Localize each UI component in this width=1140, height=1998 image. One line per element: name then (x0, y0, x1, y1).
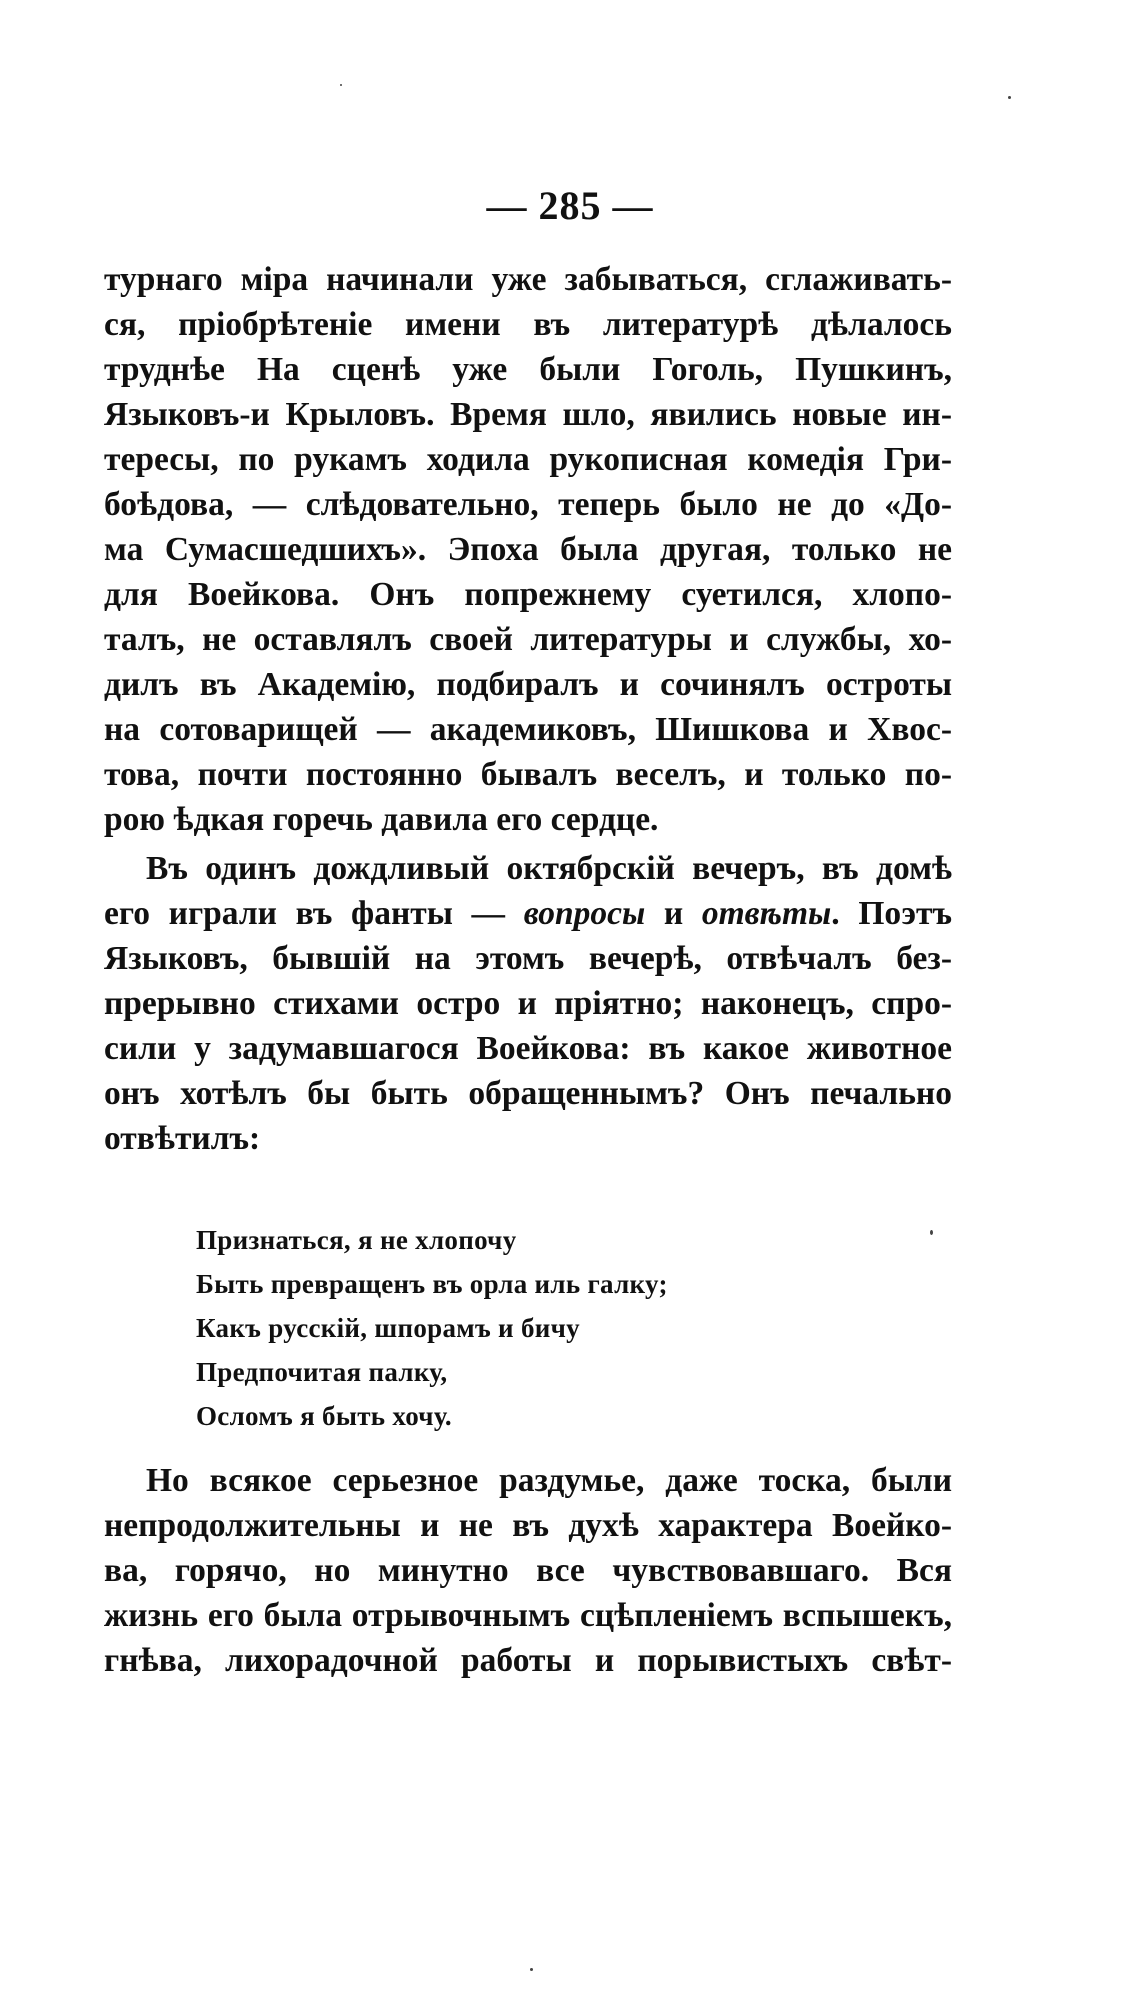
text-line: гнѣва, лихорадочной работы и порывистыхъ свѣт- (104, 1642, 952, 1679)
text-line: ва, горячо, но минутно все чувствовавшаго. Вся (104, 1552, 952, 1589)
poem-line: Признаться, я не хлопочу (196, 1225, 517, 1255)
text-segment: . Поэтъ (831, 895, 952, 932)
text-line: Языковъ-и Крыловъ. Время шло, явились новые ин- (104, 396, 952, 433)
scan-speck (340, 84, 342, 86)
text-line: това, почти постоянно бывалъ веселъ, и только по- (104, 756, 952, 793)
paragraph-3 (104, 1458, 952, 1683)
text-line: турнаго міра начинали уже забываться, сглаживать- (104, 261, 952, 298)
italic-word: отвѣты (701, 895, 832, 932)
text-line: тересы, по рукамъ ходила рукописная комедія Гри- (104, 441, 952, 478)
text-segment: и (645, 895, 702, 932)
poem-stanza (196, 1218, 896, 1438)
page-number: — 285 — (486, 183, 654, 228)
text-line: сили у задумавшагося Воейкова: въ какое животное (104, 1030, 952, 1067)
text-line: рою ѣдкая горечь давила его сердце. (104, 801, 659, 838)
text-line: ма Сумасшедшихъ». Эпоха была другая, только не (104, 531, 952, 568)
text-line: Въ одинъ дождливый октябрскій вечеръ, въ домѣ (146, 850, 952, 887)
text-line: Языковъ, бывшій на этомъ вечерѣ, отвѣчалъ без- (104, 940, 952, 977)
poem-line: Быть превращенъ въ орла иль галку; (196, 1269, 668, 1299)
paragraph-2 (104, 846, 952, 1161)
text-line: талъ, не оставлялъ своей литературы и службы, хо- (104, 621, 952, 658)
text-line (104, 891, 952, 936)
text-line: жизнь его была отрывочнымъ сцѣпленіемъ вспышекъ, (104, 1597, 952, 1634)
text-segment: его играли въ фанты — (104, 895, 524, 932)
text-line: для Воейкова. Онъ попрежнему суетился, хлопо- (104, 576, 952, 613)
text-line: ся, пріобрѣтеніе имени въ литературѣ дѣлалось (104, 306, 952, 343)
scan-speck (530, 1968, 533, 1971)
text-line: прерывно стихами остро и пріятно; наконецъ, спро- (104, 985, 952, 1022)
text-line: отвѣтилъ: (104, 1120, 261, 1157)
scan-speck (1008, 96, 1011, 99)
text-line: боѣдова, — слѣдовательно, теперь было не до «До- (104, 486, 952, 523)
poem-line: Осломъ я быть хочу. (196, 1401, 452, 1431)
text-line: труднѣе На сценѣ уже были Гоголь, Пушкинъ, (104, 351, 952, 388)
text-line: онъ хотѣлъ бы быть обращеннымъ? Онъ печально (104, 1075, 952, 1112)
text-line: дилъ въ Академію, подбиралъ и сочинялъ остроты (104, 666, 952, 703)
poem-line: Какъ русскій, шпорамъ и бичу (196, 1313, 580, 1343)
paragraph-1 (104, 257, 952, 842)
text-line: на сотоварищей — академиковъ, Шишкова и Хвос- (104, 711, 952, 748)
poem-line: Предпочитая палку, (196, 1357, 448, 1387)
text-line: непродолжительны и не въ духѣ характера Воейко- (104, 1507, 952, 1544)
text-line: Но всякое серьезное раздумье, даже тоска, были (146, 1462, 952, 1499)
italic-word: вопросы (523, 895, 646, 932)
scan-speck (930, 1230, 933, 1235)
